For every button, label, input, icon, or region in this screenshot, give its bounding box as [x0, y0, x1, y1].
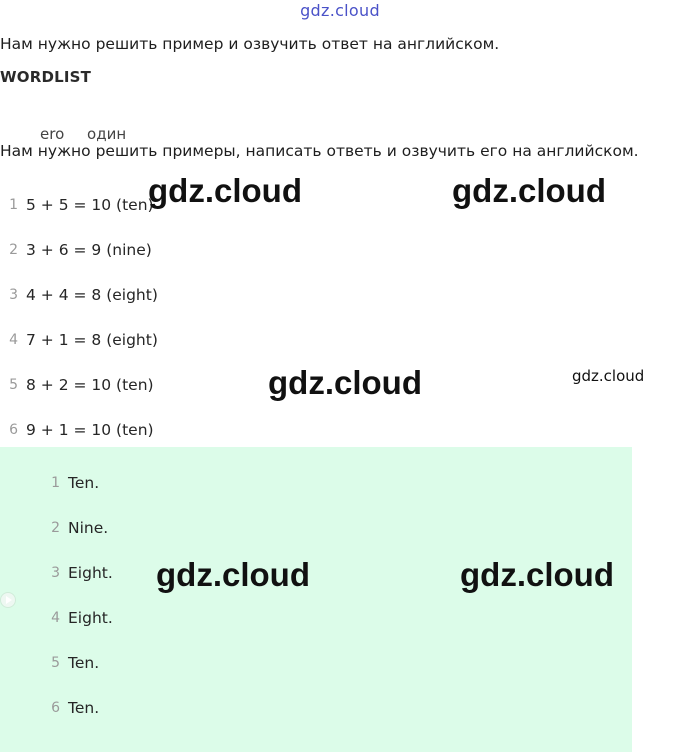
answer-item — [42, 516, 108, 540]
task-intro-text: Нам нужно решить примеры, написать ответь и озвучить его на английском. — [0, 142, 639, 160]
answer-text: Ten. — [68, 654, 100, 672]
answer-item — [42, 606, 113, 630]
answer-text: Eight. — [68, 564, 113, 582]
task-item — [0, 418, 154, 442]
task-number: 6 — [9, 422, 18, 438]
play-icon[interactable] — [0, 592, 16, 608]
answer-text: Nine. — [68, 519, 109, 537]
answer-number: 1 — [51, 475, 60, 491]
task-number: 4 — [9, 332, 18, 348]
task-number: 2 — [9, 242, 18, 258]
answer-item — [42, 651, 99, 675]
task-text: 7 + 1 = 8 (eight) — [26, 331, 158, 349]
answer-item — [42, 561, 113, 585]
task-item — [0, 283, 158, 307]
watermark: gdz.cloud — [156, 556, 310, 593]
task-text: 3 + 6 = 9 (nine) — [26, 241, 152, 259]
answer-number: 6 — [51, 700, 60, 716]
answer-item — [42, 696, 99, 720]
task-item — [0, 193, 154, 217]
watermark: gdz.cloud — [460, 556, 614, 593]
watermark: gdz.cloud — [452, 172, 606, 209]
task-item — [0, 373, 154, 397]
task-text: 9 + 1 = 10 (ten) — [26, 421, 154, 439]
answer-number: 5 — [51, 655, 60, 671]
answer-number: 2 — [51, 520, 60, 536]
site-logo[interactable]: gdz.cloud — [300, 1, 380, 20]
answer-text: Ten. — [68, 474, 100, 492]
wordlist-translation: один — [87, 125, 127, 143]
task-number: 1 — [9, 197, 18, 213]
wordlist-heading: WORDLIST — [0, 68, 92, 86]
wordlist-word: ero — [40, 125, 65, 143]
answer-number: 4 — [51, 610, 60, 626]
answer-item — [42, 471, 99, 495]
task-number: 5 — [9, 377, 18, 393]
task-number: 3 — [9, 287, 18, 303]
watermark: gdz.cloud — [268, 364, 422, 401]
watermark: gdz.cloud — [572, 367, 645, 385]
answer-panel — [0, 447, 632, 752]
task-text: 8 + 2 = 10 (ten) — [26, 376, 154, 394]
task-item — [0, 238, 152, 262]
task-text: 4 + 4 = 8 (eight) — [26, 286, 158, 304]
watermark: gdz.cloud — [148, 172, 302, 209]
answer-text: Ten. — [68, 699, 100, 717]
answer-list — [0, 447, 632, 752]
task-item — [0, 328, 158, 352]
task-text: 5 + 5 = 10 (ten) — [26, 196, 154, 214]
answer-text: Eight. — [68, 609, 113, 627]
intro-text: Нам нужно решить пример и озвучить ответ на английском. — [0, 35, 500, 53]
answer-number: 3 — [51, 565, 60, 581]
